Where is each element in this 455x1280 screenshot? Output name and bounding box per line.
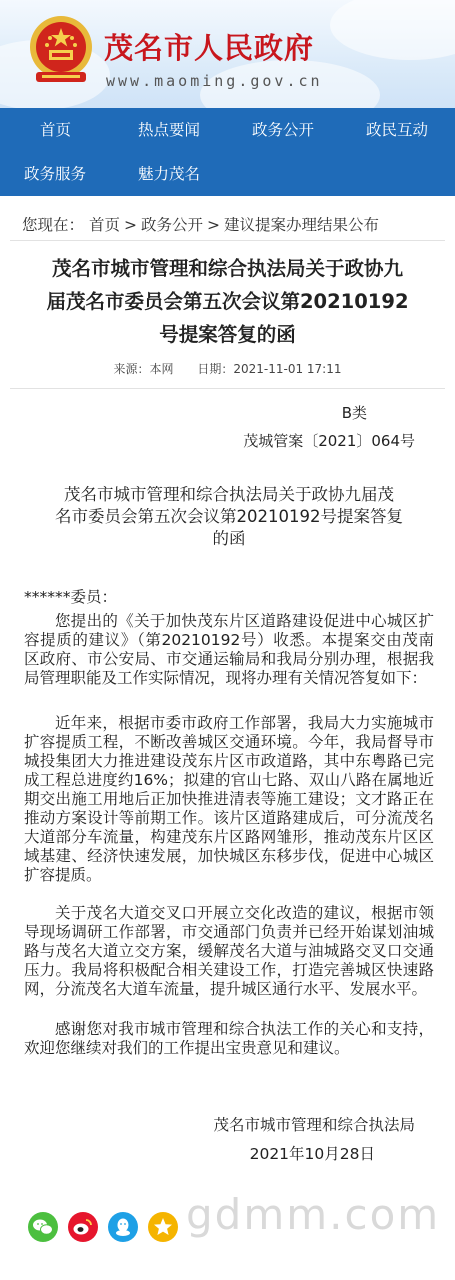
breadcrumb bbox=[22, 213, 379, 235]
subtitle-line: 名市委员会第五次会议第20210192号提案答复 bbox=[55, 507, 403, 526]
doc-number: 茂城管案〔2021〕064号 bbox=[243, 432, 415, 450]
nav-item-news[interactable]: 热点要闻 bbox=[138, 121, 201, 139]
breadcrumb-current[interactable]: 建议提案办理结果公布 bbox=[223, 216, 379, 234]
nav-item-charm[interactable]: 魅力茂名 bbox=[138, 165, 201, 183]
divider bbox=[10, 240, 445, 241]
nav-item-interaction[interactable]: 政民互动 bbox=[366, 121, 429, 139]
letter-paragraph: 近年来，根据市委市政府工作部署，我局大力实施城市扩容提质工程，不断改善城区交通环境。今年，我局督导市城投集团大力推进建设茂东片区市政道路，其中东粤路已完成工程总进度约16%；拟建的官山七路、双山八路在属地近期交出施工用地后正加快推进清表等施工建设；文才路正在推动方案设计等前期工作。该片区道路建成后，可分流茂名大道部分车流量，构建茂东片区路网雏形，推动茂东片区区域基建、经济快速发展，加快城区东移步伐，促进中心城区扩容提质。 bbox=[24, 714, 434, 884]
article-title-line: 届茂名市委员会第五次会议第20210192 bbox=[46, 290, 409, 313]
article-date: 日期：2021-11-01 17:11 bbox=[197, 362, 342, 376]
divider bbox=[10, 388, 445, 389]
subtitle-line: 茂名市城市管理和综合执法局关于政协九届茂 bbox=[64, 485, 394, 504]
site-header bbox=[0, 0, 455, 108]
weibo-icon[interactable] bbox=[68, 1212, 98, 1242]
breadcrumb-separator: > bbox=[123, 216, 137, 234]
breadcrumb-separator: > bbox=[206, 216, 220, 234]
article-title-line: 茂名市城市管理和综合执法局关于政协九 bbox=[51, 257, 403, 280]
subtitle-line: 的函 bbox=[212, 529, 246, 548]
qq-icon[interactable] bbox=[108, 1212, 138, 1242]
watermark: gdmm.com bbox=[186, 1190, 441, 1239]
letter-paragraph: 感谢您对我市城市管理和综合执法工作的关心和支持，欢迎您继续对我们的工作提出宝贵意见和建议。 bbox=[24, 1020, 434, 1057]
qzone-icon[interactable] bbox=[148, 1212, 178, 1242]
doc-category: B类 bbox=[341, 404, 367, 422]
article-title-line: 号提案答复的函 bbox=[159, 323, 296, 346]
breadcrumb-home[interactable]: 首页 bbox=[88, 216, 120, 234]
breadcrumb-gov-open[interactable]: 政务公开 bbox=[140, 216, 203, 234]
main-nav bbox=[0, 108, 455, 196]
letter-date: 2021年10月28日 bbox=[249, 1145, 375, 1163]
letter-signature: 茂名市城市管理和综合执法局 bbox=[213, 1116, 415, 1134]
article-meta bbox=[0, 360, 455, 377]
nav-item-gov-open[interactable]: 政务公开 bbox=[252, 121, 315, 139]
site-title[interactable]: 茂名市人民政府 bbox=[104, 31, 315, 65]
article-source: 来源：本网 bbox=[113, 362, 174, 376]
site-url: www.maoming.gov.cn bbox=[106, 72, 323, 90]
article-subtitle bbox=[24, 484, 434, 550]
article-title bbox=[18, 252, 437, 351]
letter-paragraph: 关于茂名大道交叉口开展立交化改造的建议，根据市领导现场调研工作部署，市交通部门负责并已经开始谋划油城路与茂名大道立交方案，缓解茂名大道与油城路交叉口交通压力。我局将积极配合相关建设工作，打造完善城区快速路网，分流茂名大道车流量，提升城区通行水平、发展水平。 bbox=[24, 904, 434, 998]
national-emblem-icon[interactable] bbox=[28, 14, 94, 86]
letter-paragraph: 您提出的《关于加快茂东片区道路建设促进中心城区扩容提质的建议》（第20210192号）收悉。本提案交由茂南区政府、市公安局、市交通运输局和我局分别办理，根据我局管理职能及工作实际情况，现将办理有关情况答复如下： bbox=[24, 612, 434, 687]
nav-item-home[interactable]: 首页 bbox=[40, 121, 72, 139]
wechat-icon[interactable] bbox=[28, 1212, 58, 1242]
breadcrumb-prefix: 您现在： bbox=[22, 216, 85, 234]
letter-greeting: ******委员： bbox=[24, 588, 118, 606]
nav-item-services[interactable]: 政务服务 bbox=[24, 165, 87, 183]
